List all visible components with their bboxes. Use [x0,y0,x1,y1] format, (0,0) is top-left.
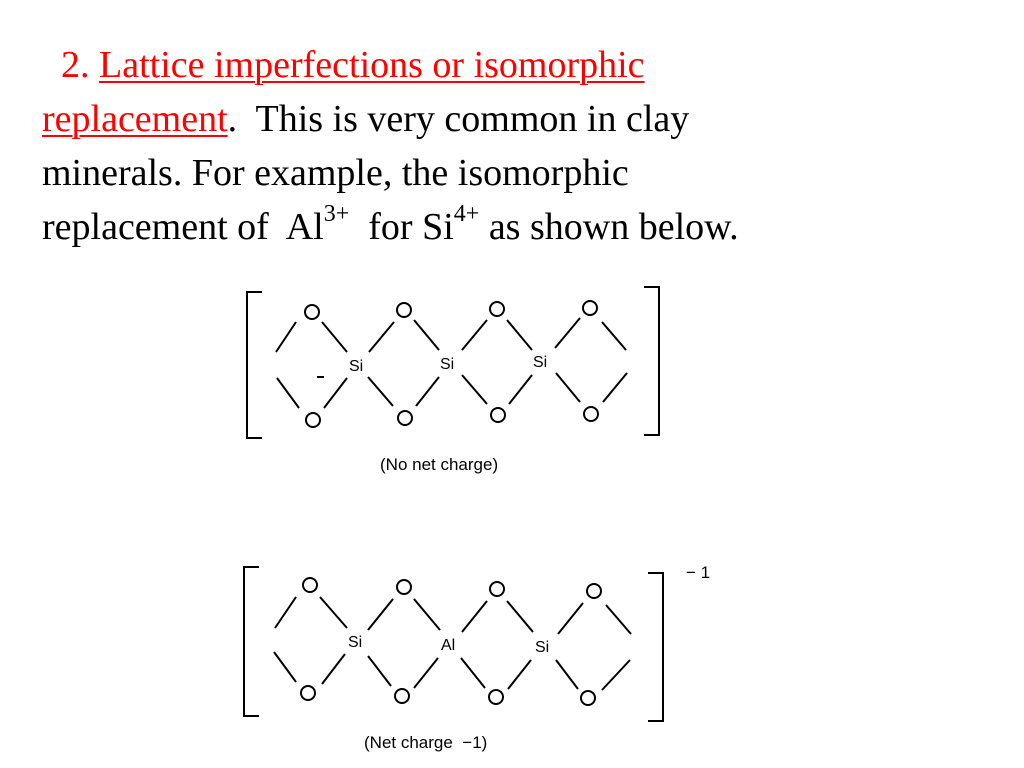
top-bond [414,320,439,350]
slide-text-block [42,38,982,254]
bottom-oxygen-top-2 [397,580,411,594]
top-oxygen-bottom-2 [398,411,412,425]
top-bond [507,320,532,350]
bottom-bond [274,652,296,682]
top-right-bracket [644,287,659,435]
top-bond [416,377,439,406]
bottom-bond [414,658,438,688]
ion1-symbol: Al [285,206,324,248]
top-bond [555,318,580,348]
bottom-bond [462,601,487,632]
top-oxygen-top-4 [583,301,597,315]
bottom-atom-1: Si [348,634,363,651]
bottom-oxygen-bottom-1 [301,686,315,700]
top-left-bracket [247,292,262,438]
bottom-atom-3: Si [535,639,550,656]
line4-b: for Si [368,206,454,248]
diagram-bottom [244,567,663,721]
top-bond [462,320,487,350]
bottom-bond [414,599,440,630]
bottom-bond [507,601,533,632]
top-bond [276,322,296,352]
top-atom-1: Si [349,358,364,375]
bottom-left-bracket [244,567,259,716]
bottom-bond [320,597,347,628]
text-line-2 [42,92,982,146]
bottom-atom-2: Al [441,637,456,654]
line4-a: replacement of [42,206,269,248]
sentence-1: This is very common in clay [255,98,690,140]
heading-period: . [227,98,238,140]
bottom-oxygen-bottom-2 [395,689,409,703]
top-atom-3: Si [533,354,548,371]
text-line-3: minerals. For example, the isomorphic [42,152,629,194]
top-oxygen-bottom-4 [584,407,598,421]
text-line-1 [42,38,982,92]
top-caption: (No net charge) [380,455,499,474]
bottom-oxygen-bottom-3 [489,690,503,704]
bottom-bond [275,597,296,628]
top-bond [509,375,532,404]
bottom-bond [368,656,391,686]
top-bond [322,322,347,352]
top-oxygen-bottom-1 [306,413,320,427]
top-bond [324,378,347,408]
top-bond [556,373,580,402]
bottom-oxygen-top-4 [587,584,601,598]
bottom-net-charge-label: − 1 [686,563,711,582]
bottom-oxygen-bottom-4 [581,691,595,705]
bottom-bond [461,658,485,688]
bottom-bond [322,654,345,684]
bottom-oxygen-top-1 [303,578,317,592]
ion2-charge: 4+ [453,201,480,228]
heading-part2: replacement [42,98,228,140]
top-bond [277,378,299,408]
text-line-4 [42,200,982,254]
top-oxygen-top-1 [305,305,319,319]
top-atom-2: Si [440,356,455,373]
line4-c: as shown below. [488,206,739,248]
top-oxygen-top-3 [490,302,504,316]
top-oxygen-top-2 [397,303,411,317]
top-bond [602,322,626,350]
bottom-bond [602,660,630,690]
top-oxygen-bottom-3 [491,408,505,422]
top-bond [603,373,627,402]
bottom-bond [508,660,531,689]
top-bond [369,322,394,352]
top-bond [368,377,393,406]
bottom-bond [368,599,393,630]
diagram-top [247,287,659,438]
bottom-caption: (Net charge −1) [364,733,488,752]
bottom-bond [606,605,631,634]
item-number: 2. [61,44,90,86]
heading-part1: Lattice imperfections or isomorphic [99,44,645,86]
top-bond [462,375,487,404]
bottom-right-bracket [648,573,663,721]
bottom-bond [556,660,578,689]
ion1-charge: 3+ [323,201,350,228]
bottom-oxygen-top-3 [490,582,504,596]
bottom-bond [558,603,583,634]
